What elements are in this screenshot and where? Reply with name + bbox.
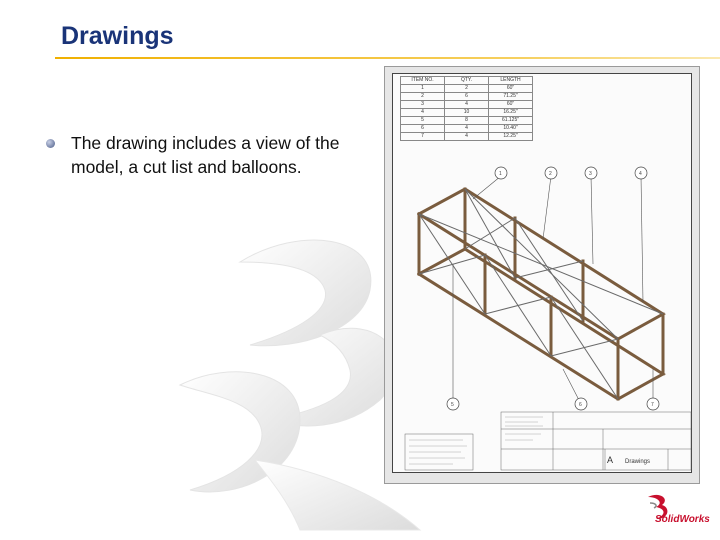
- model-view: [393, 74, 693, 474]
- balloons: [447, 167, 659, 410]
- truss-braces: [419, 189, 663, 399]
- title-block-name: Drawings: [625, 459, 651, 465]
- cut-list-cell: 8: [445, 117, 489, 125]
- cut-list-cell: 2: [445, 85, 489, 93]
- cut-list-cell: 4: [445, 125, 489, 133]
- logo-brand-text: SolidWorks: [655, 514, 710, 525]
- cut-list-cell: 60": [489, 85, 533, 93]
- title-underline: [55, 57, 720, 59]
- bullet-icon: [46, 139, 55, 148]
- cut-list-header: ITEM NO.: [401, 77, 445, 85]
- balloon-label: 4: [639, 171, 642, 177]
- balloon-label: 1: [499, 171, 502, 177]
- cut-list-cell: 60": [489, 101, 533, 109]
- balloon-label: 3: [589, 171, 592, 177]
- slide-title: Drawings: [61, 22, 174, 50]
- cut-list-cell: 12.25": [489, 133, 533, 141]
- cut-list-cell: 6: [401, 125, 445, 133]
- cut-list-header: LENGTH: [489, 77, 533, 85]
- cut-list-cell: 3: [401, 101, 445, 109]
- cut-list-cell: 16.25": [489, 109, 533, 117]
- cut-list-cell: 4: [401, 109, 445, 117]
- cut-list-cell: 10.40": [489, 125, 533, 133]
- balloon-label: 6: [579, 402, 582, 408]
- cut-list-cell: 10: [445, 109, 489, 117]
- balloon-label: 7: [651, 402, 654, 408]
- cut-list-cell: 61.125": [489, 117, 533, 125]
- cut-list-cell: 4: [445, 101, 489, 109]
- cut-list-cell: 5: [401, 117, 445, 125]
- cut-list-cell: 6: [445, 93, 489, 101]
- cut-list-cell: 4: [445, 133, 489, 141]
- cut-list-cell: 7: [401, 133, 445, 141]
- cut-list-cell: 1: [401, 85, 445, 93]
- title-block-lines: [409, 417, 543, 464]
- balloon-label: 5: [451, 402, 454, 408]
- bullet-text: The drawing includes a view of the model, a cut list and balloons.: [71, 133, 340, 177]
- title-block-size: A: [607, 455, 614, 465]
- cut-list-header: QTY.: [445, 77, 489, 85]
- drawing-sheet: [392, 73, 692, 473]
- cut-list-cell: 71.25": [489, 93, 533, 101]
- cut-list-cell: 2: [401, 93, 445, 101]
- truss-frame: [419, 189, 663, 399]
- balloon-label: 2: [549, 171, 552, 177]
